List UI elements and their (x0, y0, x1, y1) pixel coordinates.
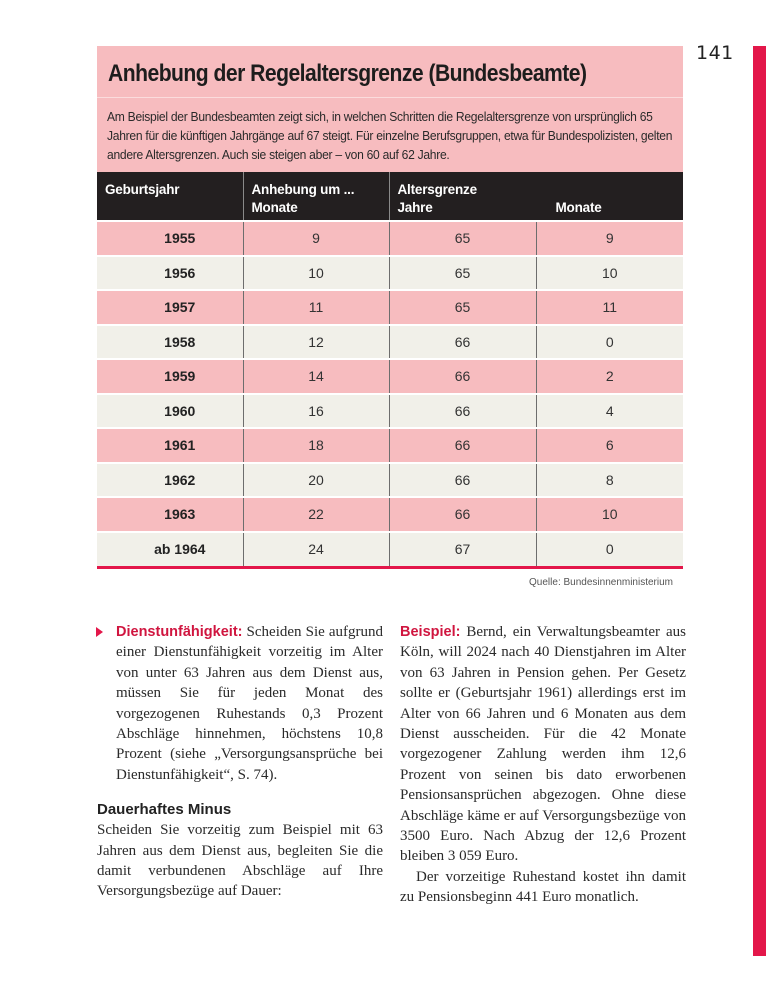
table-row (97, 256, 683, 291)
cell-year: 1959 (97, 359, 243, 394)
cell-age-years: 66 (389, 359, 536, 394)
cell-increase: 24 (243, 532, 389, 567)
header-age-limit-line1: Altersgrenze (397, 182, 477, 197)
header-birth-year-label: Geburtsjahr (105, 182, 180, 197)
info-box-intro (97, 98, 683, 172)
cell-age-months: 6 (536, 428, 683, 463)
cell-age-years: 66 (389, 428, 536, 463)
cell-year: ab 1964 (97, 532, 243, 567)
header-increase-line2: Monate (251, 200, 298, 215)
table-row (97, 359, 683, 394)
cell-age-months: 9 (536, 221, 683, 256)
cell-age-months: 4 (536, 394, 683, 429)
header-increase-months (243, 172, 389, 221)
cell-year: 1955 (97, 221, 243, 256)
cell-year: 1956 (97, 256, 243, 291)
header-age-months: Monate (555, 200, 602, 215)
info-box (97, 46, 683, 588)
triangle-bullet-icon (96, 627, 103, 637)
chapter-edge-marker (753, 46, 766, 956)
cell-year: 1962 (97, 463, 243, 498)
example-conclusion: Der vorzeitige Ruhestand kostet ihn damit zu Pensionsbeginn 441 Euro monatlich. (400, 868, 686, 906)
cell-age-months: 10 (536, 256, 683, 291)
cell-year: 1957 (97, 290, 243, 325)
cell-age-years: 65 (389, 256, 536, 291)
cell-age-months: 8 (536, 463, 683, 498)
right-column (400, 622, 686, 908)
table-bottom-rule (97, 566, 683, 569)
header-age-limit (389, 172, 683, 221)
cell-increase: 12 (243, 325, 389, 360)
table-row (97, 394, 683, 429)
cell-age-years: 66 (389, 325, 536, 360)
example-paragraph (400, 622, 686, 867)
table-row (97, 290, 683, 325)
table-row (97, 428, 683, 463)
header-increase-line1: Anhebung um ... (251, 182, 355, 197)
page-number: 141 (696, 42, 734, 64)
table-header-row (97, 172, 683, 221)
table-row (97, 463, 683, 498)
cell-increase: 14 (243, 359, 389, 394)
cell-age-years: 65 (389, 221, 536, 256)
cell-increase: 20 (243, 463, 389, 498)
cell-age-years: 66 (389, 394, 536, 429)
section-subhead: Dauerhaftes Minus (97, 801, 232, 819)
cell-year: 1960 (97, 394, 243, 429)
retirement-age-table (97, 172, 683, 566)
example-text: Bernd, ein Verwaltungsbeamter aus Köln, will 2024 nach 40 Dienstjahren im Alter von 63 Jahren in Pension gehen. Per Gesetz sollte er (Geburtsjahr 1961) allerdings erst im Alter von 66 Jahren und 6 Monaten aus dem Dienst ausscheiden. Für die 42 Monate vorgezogener Zahlung werden ihm 12,6 Prozent von seinen bis dato erworbenen Pensionsansprüchen abgezogen. Ohne diese Abschläge käme er auf Versorgungsbezüge von 3500 Euro. Nach Abzug der 12,6 Prozent bleiben 3 059 Euro. (400, 624, 686, 865)
table-row (97, 221, 683, 256)
cell-age-months: 2 (536, 359, 683, 394)
cell-increase: 10 (243, 256, 389, 291)
cell-year: 1958 (97, 325, 243, 360)
header-birth-year (97, 172, 243, 221)
table-row (97, 325, 683, 360)
info-box-header (97, 46, 683, 98)
bullet-text: Scheiden Sie aufgrund einer Dienstunfähigkeit vorzeitig im Alter von unter 63 Jahren aus dem Dienst aus, müssen Sie für jeden Monat des vorgezogenen Ruhestands 0,3 Prozent Abschläge hinnehmen, höchstens 10,8 Prozent (siehe „Versorgungsansprüche bei Dienstunfähigkeit“, S. 74). (116, 624, 383, 783)
left-column (97, 622, 383, 902)
section-paragraph: Scheiden Sie vorzeitig zum Beispiel mit 63 Jahren aus dem Dienst aus, begleiten Sie die damit verbundenen Abschläge auf Ihre Versorgungsbezüge auf Dauer: (97, 822, 383, 900)
source-note: Quelle: Bundesinnenministerium (529, 577, 673, 588)
example-lead: Beispiel: (400, 624, 461, 640)
cell-age-years: 65 (389, 290, 536, 325)
info-box-intro-text: Am Beispiel der Bundesbeamten zeigt sich, in welchen Schritten die Regelaltersgrenze von ursprünglich 65 Jahren für die künftigen Jahrgänge auf 67 steigt. Für einzelne Berufsgruppen, etwa für Bundespolizisten, gelten andere Altersgrenzen. Auch sie steigen aber – von 60 auf 62 Jahre. (107, 109, 673, 162)
cell-age-years: 66 (389, 463, 536, 498)
cell-age-months: 11 (536, 290, 683, 325)
cell-year: 1961 (97, 428, 243, 463)
cell-increase: 22 (243, 497, 389, 532)
cell-age-years: 66 (389, 497, 536, 532)
cell-age-months: 10 (536, 497, 683, 532)
header-age-years: Jahre (397, 200, 433, 215)
table-row (97, 532, 683, 567)
info-box-title: Anhebung der Regelaltersgrenze (Bundesbeamte) (108, 60, 587, 87)
table-row (97, 497, 683, 532)
cell-age-months: 0 (536, 532, 683, 567)
cell-increase: 9 (243, 221, 389, 256)
cell-age-years: 67 (389, 532, 536, 567)
cell-increase: 11 (243, 290, 389, 325)
bullet-paragraph (97, 622, 383, 785)
cell-increase: 18 (243, 428, 389, 463)
cell-increase: 16 (243, 394, 389, 429)
cell-age-months: 0 (536, 325, 683, 360)
bullet-lead: Dienstunfähigkeit: (116, 624, 243, 640)
cell-year: 1963 (97, 497, 243, 532)
